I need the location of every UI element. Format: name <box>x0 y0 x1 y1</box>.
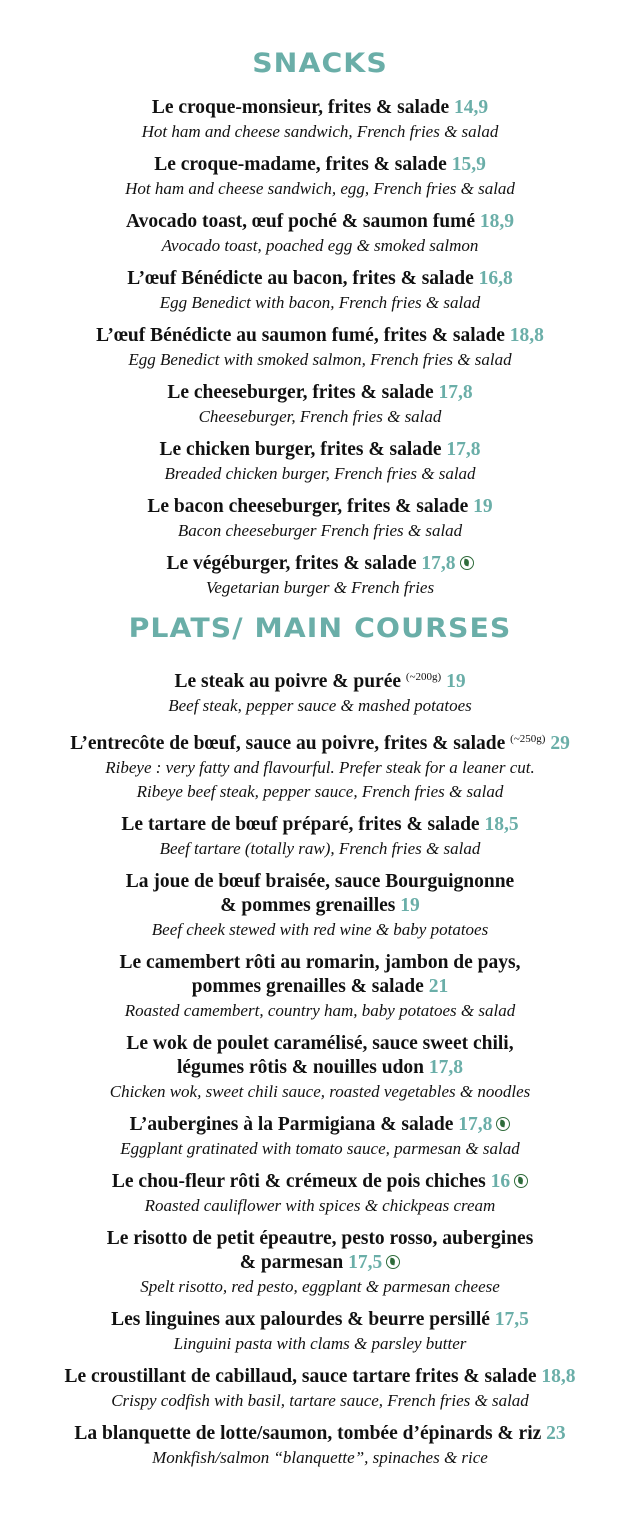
item-title: Le chicken burger, frites & salade <box>159 439 442 460</box>
item-title-line <box>0 552 640 576</box>
item-description: Cheeseburger, French fries & salad <box>198 407 442 426</box>
menu-item <box>0 153 640 201</box>
item-description: Ribeye : very fatty and flavourful. Prefer steak for a leaner cut. <box>105 758 535 777</box>
item-description: Eggplant gratinated with tomato sauce, parmesan & salad <box>120 1139 520 1158</box>
item-price: 29 <box>550 733 570 754</box>
item-description: Avocado toast, poached egg & smoked salmon <box>161 236 479 255</box>
item-description: Bacon cheeseburger French fries & salad <box>177 521 463 540</box>
vegetarian-leaf-icon <box>386 1255 400 1269</box>
item-title: Le wok de poulet caramélisé, sauce sweet chili, <box>126 1033 514 1054</box>
item-title: Le végéburger, frites & salade <box>166 553 417 574</box>
item-description: Spelt risotto, red pesto, eggplant & parmesan cheese <box>140 1277 500 1296</box>
item-title: légumes rôtis & nouilles udon <box>176 1057 425 1078</box>
item-description: Beef tartare (totally raw), French fries & salad <box>159 839 481 858</box>
item-price: 21 <box>428 976 449 997</box>
item-price: 19 <box>473 496 493 517</box>
item-title-line <box>0 96 640 120</box>
menu-item <box>0 870 640 942</box>
item-title-line <box>0 727 640 756</box>
item-title: Le bacon cheeseburger, frites & salade <box>147 496 469 517</box>
section-heading: SNACKS <box>252 48 388 79</box>
item-title-line <box>0 813 640 837</box>
section-snacks <box>0 44 640 600</box>
item-title-line <box>0 1170 640 1194</box>
item-title: Les linguines aux palourdes & beurre persillé <box>111 1309 490 1330</box>
item-title: Le chou-fleur rôti & crémeux de pois chiches <box>111 1171 486 1192</box>
menu-item <box>0 324 640 372</box>
item-title-line <box>0 438 640 462</box>
item-title: Le cheeseburger, frites & salade <box>167 382 434 403</box>
menu-item <box>0 1308 640 1356</box>
item-price: 19 <box>446 671 466 692</box>
item-price: 16,8 <box>478 268 513 289</box>
item-title-line <box>0 267 640 291</box>
item-price: 17,5 <box>494 1309 529 1330</box>
menu-item <box>0 96 640 144</box>
item-description: Hot ham and cheese sandwich, egg, French fries & salad <box>125 179 515 198</box>
item-title: Le camembert rôti au romarin, jambon de pays, <box>119 952 521 973</box>
item-title-line <box>0 210 640 234</box>
item-price: 18,5 <box>484 814 519 835</box>
item-weight: (~250g) <box>510 733 546 745</box>
item-title: Le tartare de bœuf préparé, frites & salade <box>121 814 480 835</box>
item-description: Beef steak, pepper sauce & mashed potatoes <box>168 696 472 715</box>
menu-list <box>0 96 640 600</box>
item-title: Le croque-monsieur, frites & salade <box>151 97 450 118</box>
item-title-line <box>0 894 640 918</box>
menu-list <box>0 665 640 1470</box>
item-title-line <box>0 1251 640 1275</box>
item-description: Vegetarian burger & French fries <box>205 578 435 597</box>
item-description: Ribeye beef steak, pepper sauce, French fries & salad <box>136 782 504 801</box>
item-weight: (~200g) <box>405 671 442 683</box>
item-description: Roasted cauliflower with spices & chickpeas cream <box>144 1196 496 1215</box>
item-price: 18,8 <box>509 325 544 346</box>
item-description: Beef cheek stewed with red wine & baby potatoes <box>151 920 489 939</box>
menu-item <box>0 813 640 861</box>
item-title: La blanquette de lotte/saumon, tombée d’épinards & riz <box>74 1423 542 1444</box>
item-price: 17,8 <box>421 553 456 574</box>
menu-item <box>0 1032 640 1104</box>
menu-item <box>0 495 640 543</box>
menu-item <box>0 438 640 486</box>
item-price: 23 <box>546 1423 566 1444</box>
item-description: Breaded chicken burger, French fries & salad <box>164 464 476 483</box>
item-description: Linguini pasta with clams & parsley butter <box>173 1334 467 1353</box>
item-title: Le croustillant de cabillaud, sauce tartare frites & salade <box>64 1366 537 1387</box>
item-price: 19 <box>400 895 420 916</box>
item-title: & pommes grenailles <box>220 895 396 916</box>
item-price: 18,8 <box>541 1366 576 1387</box>
item-title-line <box>0 665 640 694</box>
item-description: Roasted camembert, country ham, baby potatoes & salad <box>124 1001 516 1020</box>
item-title-line <box>0 1032 640 1056</box>
item-title-line <box>0 951 640 975</box>
item-description: Hot ham and cheese sandwich, French fries & salad <box>141 122 499 141</box>
menu-item <box>0 210 640 258</box>
item-title: L’entrecôte de bœuf, sauce au poivre, frites & salade <box>70 733 506 754</box>
item-price: 17,5 <box>348 1252 383 1273</box>
menu-item <box>0 381 640 429</box>
menu-item <box>0 1422 640 1470</box>
item-price: 17,8 <box>438 382 473 403</box>
vegetarian-leaf-icon <box>514 1174 528 1188</box>
item-price: 17,8 <box>446 439 481 460</box>
item-description: Egg Benedict with bacon, French fries & salad <box>159 293 481 312</box>
item-title-line <box>0 153 640 177</box>
item-title-line <box>0 1308 640 1332</box>
item-title-line <box>0 1056 640 1080</box>
item-title: Avocado toast, œuf poché & saumon fumé <box>125 211 475 232</box>
item-price: 15,9 <box>451 154 486 175</box>
item-description: Chicken wok, sweet chili sauce, roasted vegetables & noodles <box>109 1082 531 1101</box>
item-title: & parmesan <box>239 1252 344 1273</box>
item-description: Egg Benedict with smoked salmon, French fries & salad <box>128 350 512 369</box>
item-price: 14,9 <box>454 97 489 118</box>
item-description: Monkfish/salmon “blanquette”, spinaches & rice <box>152 1448 488 1467</box>
item-title-line <box>0 1422 640 1446</box>
item-price: 18,9 <box>479 211 514 232</box>
item-price: 16 <box>490 1171 511 1192</box>
item-title-line <box>0 1227 640 1251</box>
item-price: 17,8 <box>458 1114 493 1135</box>
menu-item <box>0 951 640 1023</box>
item-title: pommes grenailles & salade <box>191 976 424 997</box>
menu-item <box>0 665 640 718</box>
menu-item <box>0 1170 640 1218</box>
item-title: Le risotto de petit épeautre, pesto rosso, aubergines <box>106 1228 534 1249</box>
item-price: 17,8 <box>428 1057 464 1078</box>
section-main-courses <box>0 609 640 1470</box>
item-title: L’œuf Bénédicte au bacon, frites & salade <box>127 268 474 289</box>
item-title-line <box>0 975 640 999</box>
item-title-line <box>0 381 640 405</box>
item-title-line <box>0 324 640 348</box>
menu-item <box>0 1365 640 1413</box>
menu-item <box>0 552 640 600</box>
vegetarian-leaf-icon <box>496 1117 510 1131</box>
item-title: L’œuf Bénédicte au saumon fumé, frites & salade <box>96 325 505 346</box>
menu-item <box>0 1113 640 1161</box>
menu-item <box>0 1227 640 1299</box>
item-title-line <box>0 1365 640 1389</box>
menu-item <box>0 727 640 804</box>
item-title-line <box>0 870 640 894</box>
menu-item <box>0 267 640 315</box>
item-title: La joue de bœuf braisée, sauce Bourguignonne <box>125 871 515 892</box>
item-title: Le steak au poivre & purée <box>174 671 402 692</box>
item-title-line <box>0 495 640 519</box>
section-heading: PLATS/ MAIN COURSES <box>128 613 512 644</box>
item-title-line <box>0 1113 640 1137</box>
item-description: Crispy codfish with basil, tartare sauce, French fries & salad <box>111 1391 529 1410</box>
item-title: L’aubergines à la Parmigiana & salade <box>129 1114 454 1135</box>
vegetarian-leaf-icon <box>460 556 474 570</box>
item-title: Le croque-madame, frites & salade <box>154 154 447 175</box>
